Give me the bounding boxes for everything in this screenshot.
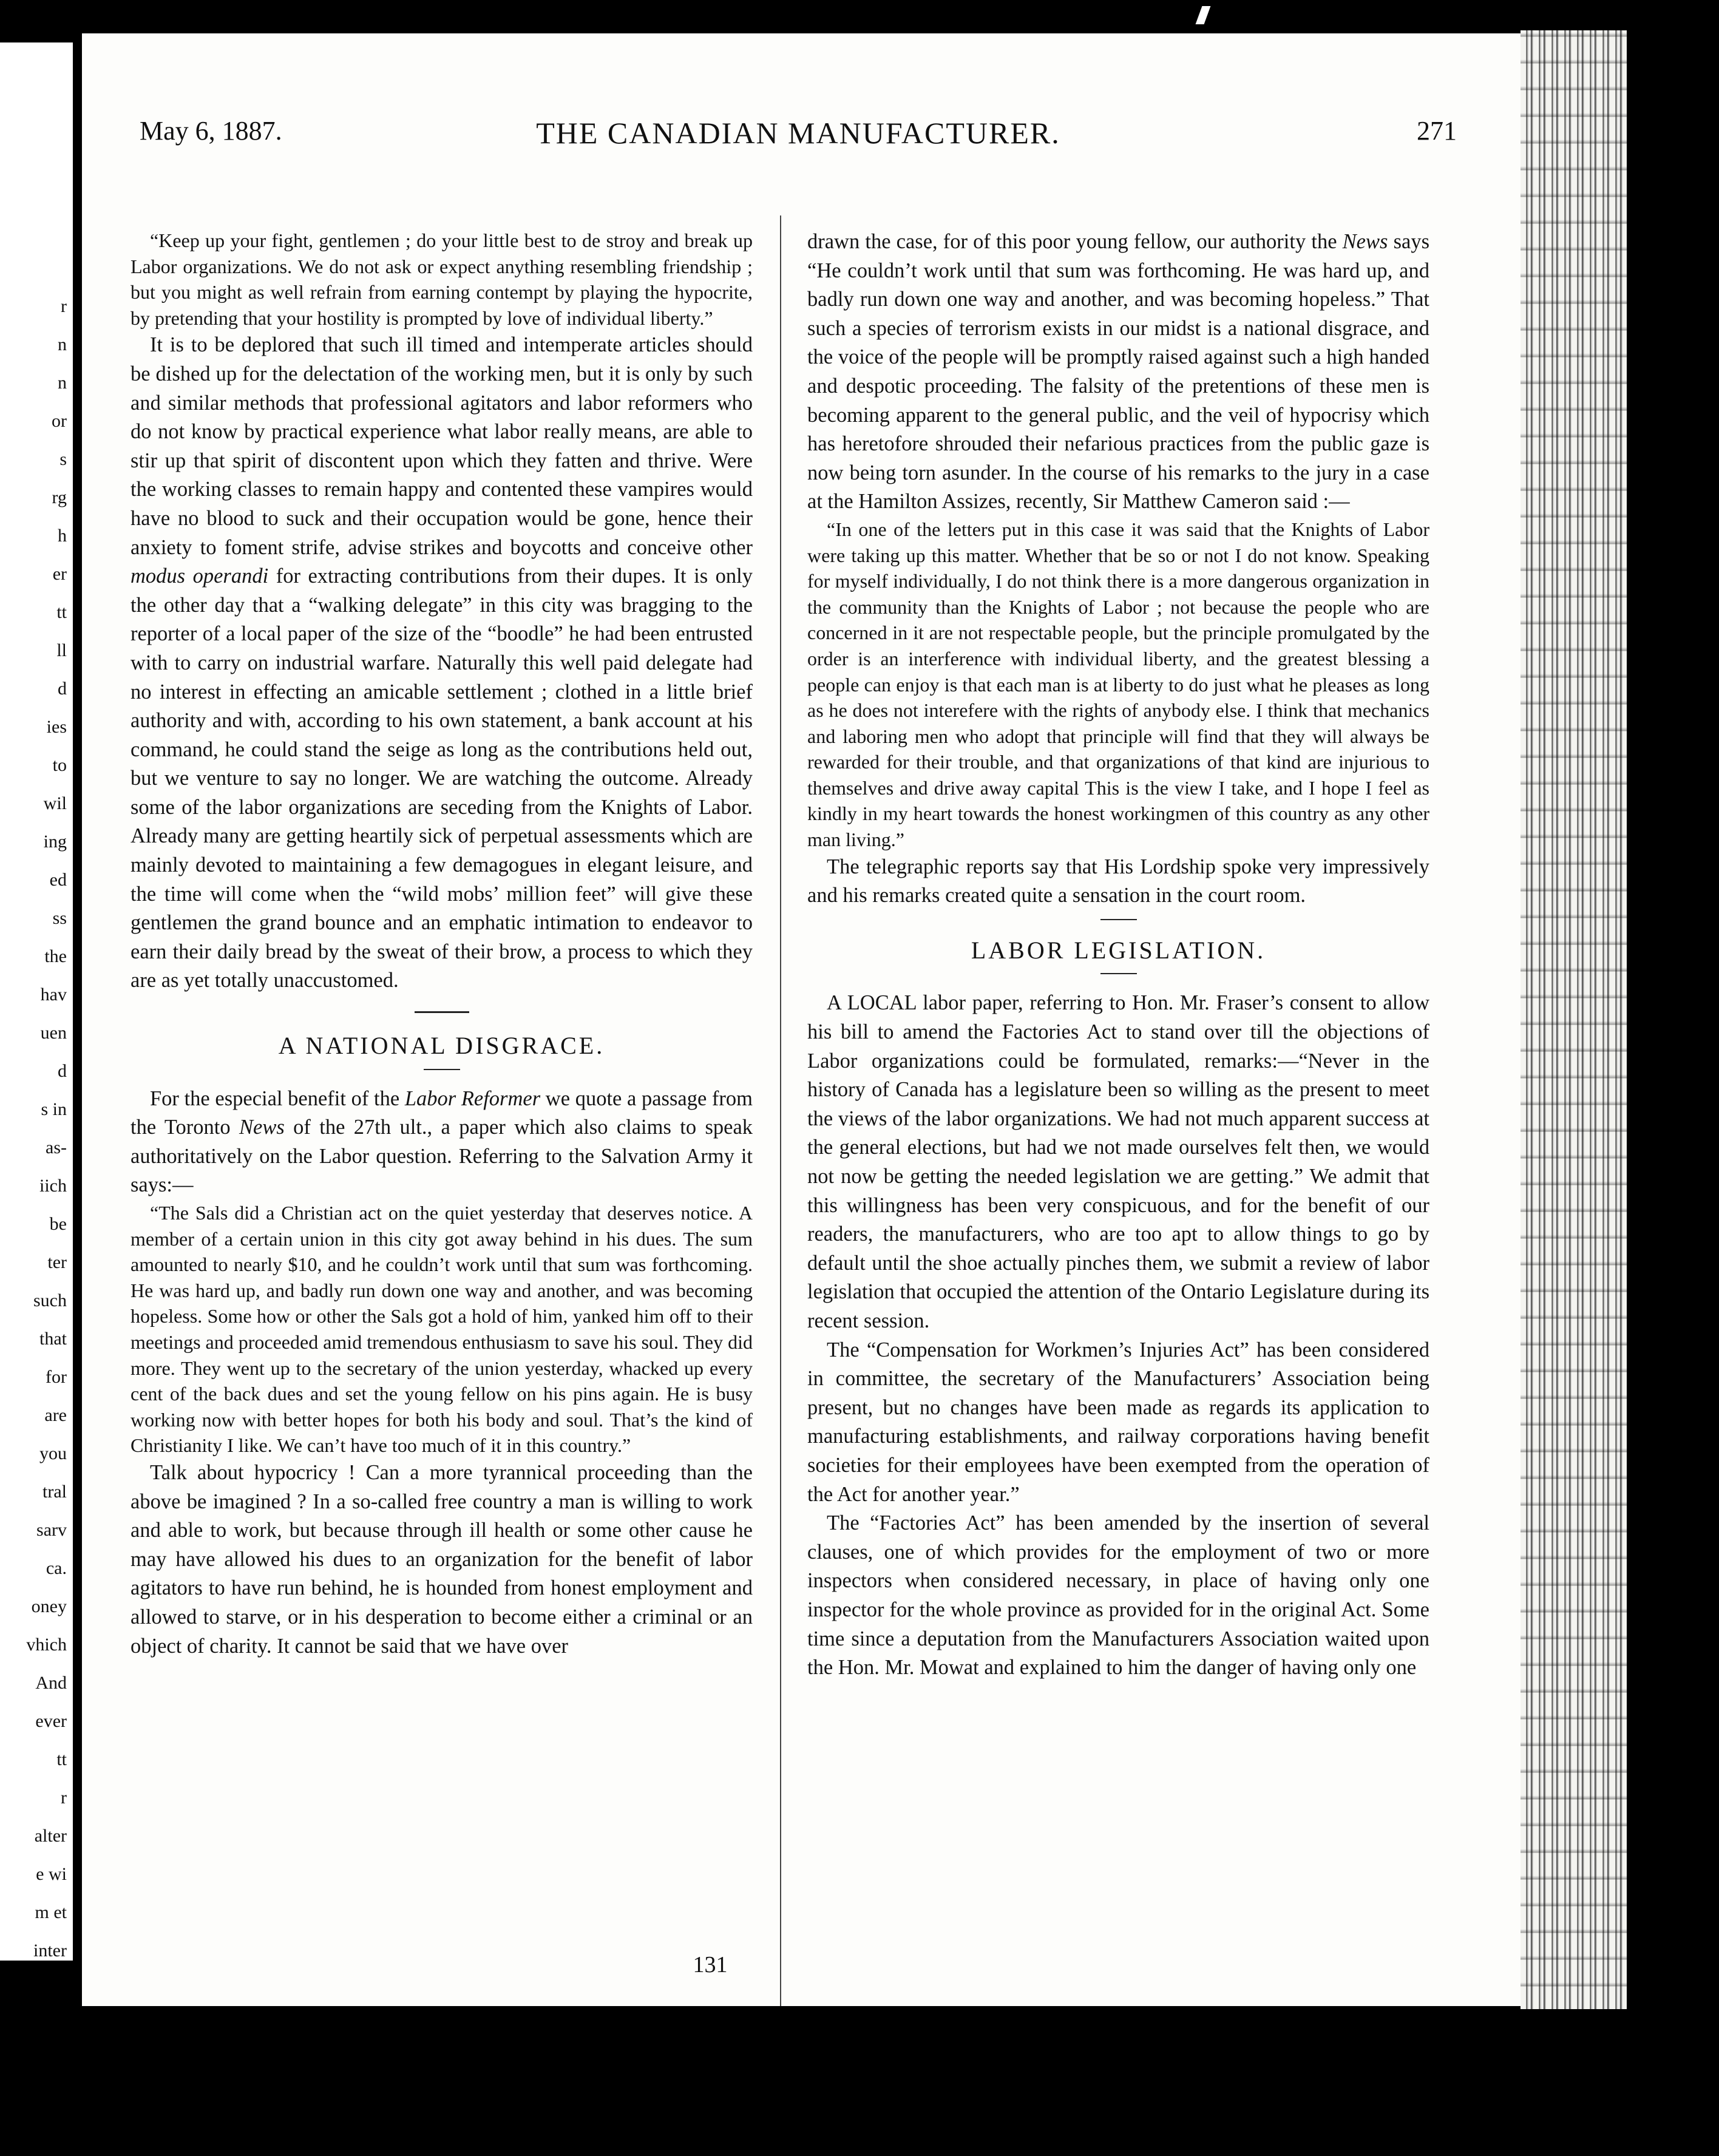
- heading-national-disgrace: A NATIONAL DISGRACE.: [278, 1032, 605, 1060]
- legislation-paragraph: A LOCAL labor paper, referring to Hon. Mr. Fraser’s consent to allow his bill to amend the Factories Act to stand over till the objections of Labor organizations could be formulated, remarks:—“Never in the history of Canada has a legislature been so willing as the present to meet the views of the labor organizations. We had not much apparent success at the general elections, but had we not made ourselves felt then, we would not now be getting the needed legislation we are getting.” We admit that this willingness has been very conspicuous, and for the benefit of our readers, the manufacturers, who are too apt to allow things to go by default until the shoe actually pinches them, we submit a review of labor legislation that occupied the attention of the Ontario Legislature during its recent session.: [807, 991, 1429, 1332]
- heading-labor-legislation: LABOR LEGISLATION.: [971, 936, 1266, 964]
- prev-page-fragment: oney: [31, 1596, 67, 1616]
- prev-page-fragment: tt: [56, 1749, 67, 1769]
- factories-paragraph: The “Factories Act” has been amended by the insertion of several clauses, one of which provides for the employment of two or more inspectors when considered necessary, in place of having only one inspector for the whole province as provided for in the original Act. Some time since a deputation from the Manufacturers Association waited upon the Hon. Mr. Mowat and explained to him the danger of having only one: [807, 1511, 1429, 1680]
- prev-page-fragment: iich: [39, 1176, 67, 1196]
- prev-page-fragment: for: [46, 1367, 67, 1387]
- italic-publication: Labor Reformer: [404, 1086, 541, 1110]
- prev-page-fragment: tt: [56, 602, 67, 622]
- news-quote: “The Sals did a Christian act on the quiet yesterday that deserves notice. A member of a certain union in this city got away behind in his dues. The sum amounted to nearly $10, and he couldn’t work until that sum was forthcoming. He was hard up, and badly run down one way and another, and was becoming hopeless. Some how or other the Sals got a hold of him, yanked him off to their meetings and proceeded amid tremendous enthusiasm to save his soul. They did more. They went up to the secretary of the union yesterday, whacked up every cent of the back dues and set the young fellow on his pins again. He is busy working now with better hopes for both his body and soul. That’s the kind of Christianity I like. We can’t have too much of it in this country.”: [131, 1202, 753, 1457]
- column-rule: [780, 215, 781, 2006]
- italic-phrase: modus operandi: [131, 564, 269, 588]
- prev-page-fragment: m et: [35, 1902, 67, 1922]
- prev-page-fragment: s in: [41, 1099, 67, 1119]
- section-separator: [415, 1011, 469, 1013]
- prev-page-fragment: ll: [56, 640, 67, 660]
- prev-page-fragment: be: [49, 1214, 67, 1234]
- telegraph-paragraph: The telegraphic reports say that His Lordship spoke very impressively and his remarks created quite a sensation in the court room.: [807, 855, 1429, 907]
- prev-page-fragment: d: [58, 1061, 67, 1081]
- prev-page-fragment: inter: [33, 1941, 67, 1961]
- prev-page-fragment: the: [44, 946, 67, 966]
- prev-page-fragment: ter: [47, 1252, 67, 1272]
- intro-paragraph: For the especial benefit of the Labor Reformer we quote a passage from the Toronto News of the 27th ult., a paper which also claims to speak authoritatively on the Labor question. Referring to the Salvation Army it says:—: [131, 1086, 753, 1197]
- page-number: 271: [1417, 116, 1457, 146]
- prev-page-fragment: you: [39, 1443, 67, 1463]
- prev-page-fragment: wil: [43, 793, 67, 813]
- prev-page-fragment: r: [61, 296, 67, 316]
- folio-number: 131: [693, 1952, 728, 1978]
- judge-quote: “In one of the letters put in this case it was said that the Knights of Labor were taking up this matter. Whether that be so or not I do not know. Speaking for myself individually, I do not think there is a more dangerous organization in the community than the Knights of Labor ; not because the people who are concerned in it are not respectable people, but the principle promulgated by the order is an interference with individual liberty, and the greatest blessing a people can enjoy is that each man is at liberty to do just what he pleases as long as he does not interefere with the rights of anybody else. I think that mechanics and laboring men who adopt that principle will find that they will always be rewarded for their trouble, and that organizations of that kind are injurious to themselves and drive away capital This is the view I take, and I hope I feel as kindly in my heart towards the honest workingmen of this country as any other man living.”: [807, 518, 1429, 851]
- commentary-paragraph: Talk about hypocricy ! Can a more tyrannical proceeding than the above be imagined ? In a so-called free country a man is willing to work and able to work, but because through ill health or some other cause he may have allowed his dues to an organization for the benefit of labor agitators to have run behind, he is hounded from honest employment and allowed to starve, or in his desperation to become either a criminal or an object of charity. It cannot be said that we have over: [131, 1460, 753, 1658]
- continuation-paragraph: drawn the case, for of this poor young fellow, our authority the News says “He couldn’t work until that sum was forthcoming. He was hard up, and badly run down one way and another, and was becoming hopeless.” That such a species of terrorism exists in our midst is a national disgrace, and the voice of the people will be promptly raised against such a high handed and despotic proceeding. The falsity of the pretentions of these men is becoming apparent to the general public, and the veil of hypocrisy which has heretofore shrouded their nefarious practices from the public gaze is now being torn asunder. In the course of his remarks to the jury in a case at the Hamilton Assizes, recently, Sir Matthew Cameron said :—: [807, 230, 1429, 514]
- heading-rule: [1100, 973, 1137, 974]
- prev-page-fragment: ss: [52, 908, 67, 928]
- prev-page-fragment: ing: [43, 832, 67, 852]
- prev-page-fragment: sarv: [36, 1520, 67, 1540]
- prev-page-fragment: And: [35, 1673, 67, 1693]
- prev-page-fragment: tral: [42, 1482, 67, 1502]
- page-header: [140, 115, 1457, 164]
- prev-page-fragment: n: [58, 373, 67, 393]
- prev-page-fragment: d: [58, 679, 67, 699]
- prev-page-fragment: ies: [46, 717, 67, 737]
- prev-page-fragment: vhich: [26, 1635, 67, 1655]
- opening-quote: “Keep up your fight, gentlemen ; do your little best to de stroy and break up Labor organizations. We do not ask or expect anything resembling friendship ; but you might as well refrain from earning contempt by playing the hypocrite, by pretending that your hostility is prompted by love of individual liberty.”: [131, 229, 753, 329]
- prev-page-fragment: such: [33, 1290, 67, 1310]
- previous-page-edge: [0, 42, 73, 1961]
- prev-page-fragment: rg: [52, 487, 67, 507]
- prev-page-fragment: ca.: [46, 1558, 67, 1578]
- prev-page-fragment: e wi: [36, 1864, 67, 1884]
- book-edge: [1521, 30, 1627, 2009]
- right-column: [807, 228, 1429, 1982]
- italic-publication: News: [239, 1116, 285, 1139]
- prev-page-fragment: or: [52, 411, 67, 431]
- issue-date: May 6, 1887.: [140, 116, 282, 146]
- prev-page-fragment: n: [58, 334, 67, 354]
- newspaper-page: [82, 33, 1521, 2006]
- prev-page-fragment: ever: [35, 1711, 67, 1731]
- compensation-paragraph: The “Compensation for Workmen’s Injuries Act” has been considered in committee, the secretary of the Manufacturers’ Association being present, but no changes have been made as regards its application to manufacturing establishments, and railway corporations having benefit societies for their employees have been exempted from the operation of the Act for another year.”: [807, 1338, 1429, 1506]
- prev-page-fragment: ed: [49, 870, 67, 890]
- left-column: [131, 228, 753, 1982]
- heading-rule: [424, 1069, 460, 1070]
- prev-page-fragment: as-: [46, 1137, 67, 1158]
- editorial-paragraph: It is to be deplored that such ill timed and intemperate articles should be dished up for the delectation of the working men, but it is only by such and similar methods that professional agitators and labor reformers who do not know by practical experience what labor really means, are able to stir up that spirit of discontent upon which they fatten and thrive. Were the working classes to remain happy and contented these vampires would have no blood to suck and their occupation would be gone, hence their anxiety to foment strife, advise strikes and boycotts and conceive other modus operandi for extracting contributions from their dupes. It is only the other day that a “walking delegate” in this city was bragging to the reporter of a local paper of the size of the “boodle” he had been entrusted with to carry on industrial warfare. Naturally this well paid delegate had no interest in effecting an amicable settlement ; clothed in a little brief authority and with, according to his own statement, a bank account at his command, he could stand the seige as long as the contributions held out, but we venture to say no longer. We are watching the outcome. Already some of the labor organizations are seceding from the Knights of Labor. Already many are getting heartily sick of perpetual assessments which are mainly devoted to maintaining a few demagogues in elegant leisure, and the time will come when the “wild mobs’ million feet” will give these gentlemen the grand bounce and an emphatic intimation to endeavor to earn their daily bread by the sweat of their brow, a process to which they are as yet totally unaccustomed.: [131, 333, 753, 992]
- italic-publication: News: [1342, 230, 1388, 253]
- prev-page-fragment: are: [44, 1405, 67, 1425]
- publication-title: THE CANADIAN MANUFACTURER.: [536, 116, 1060, 150]
- prev-page-fragment: hav: [40, 985, 67, 1005]
- section-separator: [1100, 919, 1137, 920]
- prev-page-fragment: uen: [40, 1023, 67, 1043]
- scan-mark: [1196, 6, 1211, 24]
- prev-page-fragment: er: [52, 564, 67, 584]
- prev-page-fragment: s: [59, 449, 67, 469]
- prev-page-fragment: to: [52, 755, 67, 775]
- prev-page-fragment: that: [39, 1329, 67, 1349]
- prev-page-fragment: r: [61, 1788, 67, 1808]
- prev-page-fragment: h: [58, 526, 67, 546]
- prev-page-fragment: alter: [34, 1826, 67, 1846]
